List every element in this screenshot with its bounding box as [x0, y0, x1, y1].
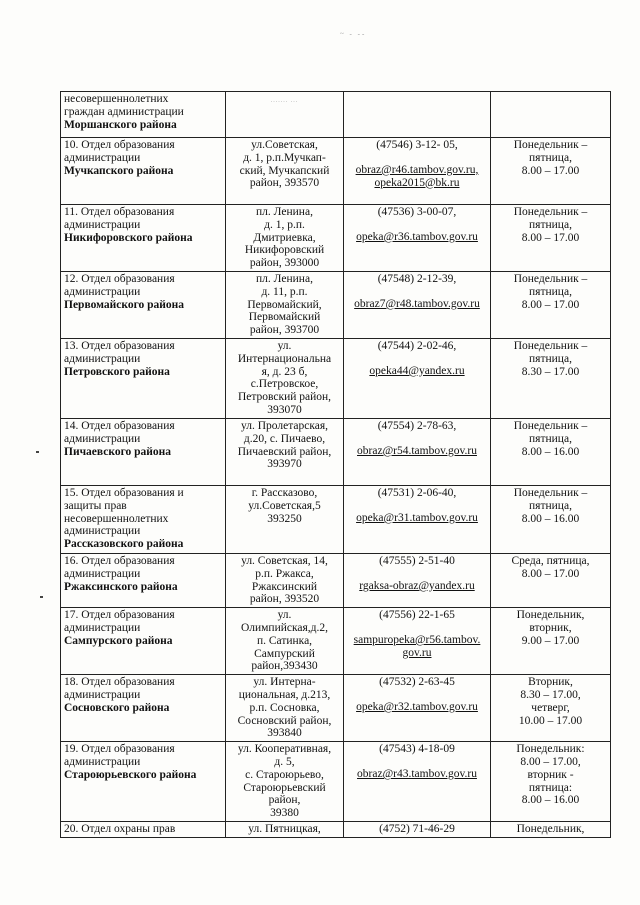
address-line: 393970: [267, 458, 302, 471]
contacts-cell: [344, 272, 491, 339]
address-line: ул. Пролетарская,: [240, 420, 329, 432]
address-line: с.Петровское,: [250, 378, 319, 391]
table-row: [61, 339, 611, 419]
address-line: пл. Ленина,: [256, 273, 313, 285]
address-line: Интернациональна: [237, 352, 332, 365]
address-cell: [226, 205, 344, 272]
scan-dot: [40, 596, 43, 598]
working-hours-line: Понедельник:: [516, 743, 585, 756]
working-hours-cell: [491, 92, 611, 138]
department-name-line: администрации: [64, 151, 141, 164]
working-hours-cell: [491, 822, 611, 838]
email-link[interactable]: gov.ru: [402, 646, 432, 659]
phone-number: (47543) 4-18-09: [379, 743, 455, 756]
address-line: ул.: [277, 609, 292, 622]
working-hours-line: 8.00 – 17.00: [521, 164, 580, 177]
district-name: Ржаксинского района: [64, 580, 178, 593]
department-name-line: 12. Отдел образования: [64, 273, 175, 285]
phone-number: (47536) 3-00-07,: [377, 206, 457, 218]
faint-scan-text: ....... ...: [270, 98, 299, 104]
table-row: [61, 138, 611, 205]
department-name-line: несовершеннолетних: [64, 93, 169, 105]
working-hours-line: пятница,: [529, 499, 572, 512]
address-line: 393250: [267, 512, 302, 525]
working-hours-line: Понедельник –: [513, 206, 588, 218]
working-hours-line: 8.00 – 17.00: [521, 231, 580, 244]
department-name-cell: [61, 486, 226, 554]
email-link[interactable]: opeka@r36.tambov.gov.ru: [356, 230, 478, 243]
contacts-spacer: [347, 286, 487, 298]
district-name: Моршанского района: [64, 118, 177, 131]
address-line: Первомайский: [248, 311, 321, 324]
address-cell: [226, 554, 344, 608]
working-hours-line: 8.00 – 16.00: [521, 445, 580, 458]
department-name-line: администрации: [64, 621, 141, 634]
address-line: Сосновский район,: [237, 714, 332, 727]
address-line: ул.Советская,: [251, 139, 318, 151]
working-hours-line: 10.00 – 17.00: [518, 714, 583, 727]
contacts-cell: [344, 608, 491, 675]
working-hours-cell: [491, 272, 611, 339]
contacts-cell: [344, 742, 491, 822]
address-cell: [226, 272, 344, 339]
address-line: Староюрьевский: [243, 781, 326, 794]
district-name: Петровского района: [64, 365, 170, 378]
department-name-cell: [61, 272, 226, 339]
district-name: Мучкапского района: [64, 164, 174, 177]
address-line: 393070: [267, 403, 302, 416]
working-hours-line: Понедельник –: [513, 420, 588, 432]
department-name-line: администрации: [64, 218, 141, 231]
address-line: Дмитриевка,: [253, 231, 316, 244]
address-line: Олимпийская,д.2,: [240, 621, 329, 634]
working-hours-line: Понедельник –: [513, 139, 588, 151]
address-cell: [226, 339, 344, 419]
department-name-line: 19. Отдел образования: [64, 743, 175, 756]
district-name: Рассказовского района: [64, 538, 184, 551]
address-cell: [226, 92, 344, 138]
contacts-cell: [344, 138, 491, 205]
address-line: Петровский район,: [237, 391, 332, 404]
working-hours-line: пятница,: [529, 432, 572, 445]
address-cell: [226, 742, 344, 822]
table-row: [61, 419, 611, 486]
email-link[interactable]: sampuropeka@r56.tambov.: [353, 633, 481, 646]
working-hours-line: 9.00 – 17.00: [521, 634, 580, 647]
table-row: [61, 272, 611, 339]
working-hours-line: 8.00 – 17.00: [521, 567, 580, 580]
contacts-cell: [344, 419, 491, 486]
working-hours-line: пятница,: [529, 218, 572, 231]
table-row: [61, 822, 611, 838]
working-hours-cell: [491, 675, 611, 742]
working-hours-line: Вторник,: [528, 676, 573, 689]
email-link[interactable]: opeka@r32.tambov.gov.ru: [356, 700, 478, 713]
working-hours-line: Среда, пятница,: [511, 555, 590, 567]
table-row: [61, 742, 611, 822]
working-hours-line: пятница,: [529, 151, 572, 164]
address-line: циональная, д.213,: [238, 688, 331, 701]
table-row: [61, 92, 611, 138]
phone-number: (47544) 2-02-46,: [377, 340, 457, 352]
table-row: [61, 205, 611, 272]
address-line: ский, Мучкапский: [239, 164, 330, 177]
address-cell: [226, 138, 344, 205]
contacts-spacer: [347, 353, 487, 365]
district-name: Сосновского района: [64, 701, 170, 714]
email-link[interactable]: opeka44@yandex.ru: [369, 364, 465, 377]
department-name-cell: [61, 205, 226, 272]
address-line: г. Рассказово,: [251, 487, 318, 499]
department-name-line: администрации: [64, 432, 141, 445]
address-line: д. 11, р.п.: [261, 285, 308, 298]
department-name-cell: [61, 675, 226, 742]
district-name: Пичаевского района: [64, 445, 172, 458]
department-name-line: администрации: [64, 688, 141, 701]
contacts-cell: [344, 92, 491, 138]
address-line: д. 1, р.п.Мучкап-: [243, 151, 326, 164]
department-name-line: 16. Отдел образования: [64, 555, 175, 567]
address-line: район, 393570: [249, 177, 320, 190]
working-hours-cell: [491, 339, 611, 419]
scan-dot: [36, 451, 39, 453]
address-cell: [226, 675, 344, 742]
address-cell: [226, 486, 344, 554]
contacts-cell: [344, 554, 491, 608]
working-hours-line: Понедельник –: [513, 340, 588, 352]
table-row: [61, 486, 611, 554]
address-line: р.п. Сосновка,: [249, 701, 320, 714]
contacts-spacer: [347, 500, 487, 512]
department-name-line: администрации: [64, 755, 141, 768]
working-hours-line: пятница,: [529, 352, 572, 365]
address-line: район, 393000: [249, 257, 320, 270]
address-line: д. 1, р.п.: [264, 218, 305, 231]
address-line: район, 393700: [249, 324, 320, 337]
district-name: Староюрьевского района: [64, 768, 197, 781]
email-link[interactable]: obraz@r54.tambov.gov.ru: [357, 444, 477, 457]
address-line: 393840: [267, 727, 302, 740]
department-name-cell: [61, 554, 226, 608]
department-name-cell: [61, 742, 226, 822]
department-name-line: 20. Отдел охраны прав: [64, 823, 176, 836]
phone-number: (4752) 71-46-29: [379, 823, 455, 836]
working-hours-cell: [491, 205, 611, 272]
department-name-line: администрации: [64, 285, 141, 298]
working-hours-cell: [491, 486, 611, 554]
table-row: [61, 608, 611, 675]
address-line: ул.: [277, 340, 292, 352]
department-name-line: 14. Отдел образования: [64, 420, 175, 432]
address-line: с. Староюрьево,: [245, 768, 324, 781]
address-line: район,: [268, 794, 301, 807]
working-hours-line: Понедельник –: [513, 273, 588, 285]
email-link[interactable]: rgaksa-obraz@yandex.ru: [359, 579, 475, 592]
table-row: [61, 554, 611, 608]
email-link[interactable]: opeka@r31.tambov.gov.ru: [356, 511, 478, 524]
address-cell: [226, 822, 344, 838]
contacts-spacer: [347, 689, 487, 701]
department-name-line: 18. Отдел образования: [64, 676, 175, 689]
contacts-cell: [344, 486, 491, 554]
address-line: ул. Интерна-: [253, 676, 316, 689]
working-hours-line: Понедельник –: [513, 487, 588, 499]
contacts-spacer: [347, 756, 487, 768]
working-hours-line: вторник -: [527, 768, 574, 781]
department-name-line: администрации: [64, 525, 141, 538]
address-line: д.20, с. Пичаево,: [243, 432, 326, 445]
department-name-cell: [61, 822, 226, 838]
address-line: 39380: [270, 807, 299, 820]
phone-number: (47556) 22-1-65: [379, 609, 455, 622]
address-line: район, 393520: [249, 593, 320, 606]
department-name-cell: [61, 608, 226, 675]
department-name-line: 13. Отдел образования: [64, 340, 175, 352]
address-line: пл. Ленина,: [256, 206, 313, 218]
phone-number: (47555) 2-51-40: [379, 555, 455, 567]
working-hours-cell: [491, 554, 611, 608]
phone-number: (47554) 2-78-63,: [377, 420, 457, 432]
contacts-spacer: [347, 152, 487, 164]
department-name-line: 10. Отдел образования: [64, 139, 175, 151]
working-hours-cell: [491, 608, 611, 675]
address-line: ул.Советская,5: [248, 499, 321, 512]
working-hours-line: 8.30 – 17.00: [521, 365, 580, 378]
email-link[interactable]: opeka2015@bk.ru: [374, 176, 460, 189]
address-line: р.п. Ржакса,: [255, 567, 314, 580]
phone-number: (47546) 3-12- 05,: [376, 139, 458, 151]
department-name-line: 17. Отдел образования: [64, 609, 175, 622]
contacts-spacer: [347, 568, 487, 580]
address-line: д. 5,: [274, 755, 295, 768]
address-line: Сампурский: [254, 647, 315, 660]
working-hours-line: 8.00 – 16.00: [521, 512, 580, 525]
working-hours-cell: [491, 419, 611, 486]
email-link[interactable]: obraz@r43.tambov.gov.ru: [357, 767, 477, 780]
working-hours-line: пятница:: [528, 781, 573, 794]
phone-number: (47531) 2-06-40,: [377, 487, 457, 499]
department-name-line: 15. Отдел образования и: [64, 487, 184, 499]
department-name-line: 11. Отдел образования: [64, 206, 175, 218]
working-hours-cell: [491, 138, 611, 205]
working-hours-line: Понедельник,: [516, 823, 585, 836]
working-hours-line: Понедельник,: [516, 609, 585, 622]
address-line: район,393430: [251, 660, 318, 673]
scan-artifact-mark: ~ - --: [340, 30, 367, 38]
department-name-cell: [61, 339, 226, 419]
department-name-line: защиты прав: [64, 499, 127, 512]
department-name-cell: [61, 419, 226, 486]
email-link[interactable]: obraz@r46.tambov.gov.ru,: [355, 163, 479, 176]
address-line: п. Сатинка,: [256, 634, 313, 647]
address-line: Ржаксинский: [251, 580, 318, 593]
department-name-line: несовершеннолетних: [64, 512, 169, 525]
address-line: Никифоровский: [244, 244, 325, 257]
working-hours-line: четверг,: [531, 701, 570, 714]
address-cell: [226, 419, 344, 486]
district-name: Никифоровского района: [64, 231, 193, 244]
table-row: [61, 675, 611, 742]
department-name-line: граждан администрации: [64, 105, 184, 118]
working-hours-line: 8.00 – 17.00,: [520, 755, 581, 768]
working-hours-line: 8.00 – 16.00: [521, 794, 580, 807]
working-hours-line: 8.30 – 17.00,: [520, 688, 581, 701]
address-line: ул. Советская, 14,: [241, 555, 328, 567]
contacts-cell: [344, 675, 491, 742]
contacts-cell: [344, 822, 491, 838]
address-line: Первомайский,: [247, 298, 322, 311]
department-name-cell: [61, 92, 226, 138]
department-name-cell: [61, 138, 226, 205]
departments-table-body: [61, 92, 611, 838]
working-hours-line: вторник,: [529, 621, 572, 634]
working-hours-line: 8.00 – 17.00: [521, 298, 580, 311]
working-hours-line: пятница,: [529, 285, 572, 298]
contacts-spacer: [347, 622, 487, 634]
address-cell: [226, 608, 344, 675]
email-link[interactable]: obraz7@r48.tambov.gov.ru: [354, 297, 480, 310]
department-name-line: администрации: [64, 567, 141, 580]
district-name: Сампурского района: [64, 634, 173, 647]
address-line: я, д. 23 б,: [261, 365, 308, 378]
address-line: ул. Пятницкая,: [248, 823, 321, 836]
contacts-cell: [344, 339, 491, 419]
department-name-line: администрации: [64, 352, 141, 365]
contacts-spacer: [347, 219, 487, 231]
phone-number: (47532) 2-63-45: [379, 676, 455, 689]
address-line: ул. Кооперативная,: [237, 743, 332, 756]
working-hours-cell: [491, 742, 611, 822]
phone-number: (47548) 2-12-39,: [377, 273, 457, 285]
address-line: Пичаевский район,: [237, 445, 332, 458]
contacts-cell: [344, 205, 491, 272]
departments-table: [60, 91, 611, 838]
contacts-spacer: [347, 433, 487, 445]
district-name: Первомайского района: [64, 298, 185, 311]
